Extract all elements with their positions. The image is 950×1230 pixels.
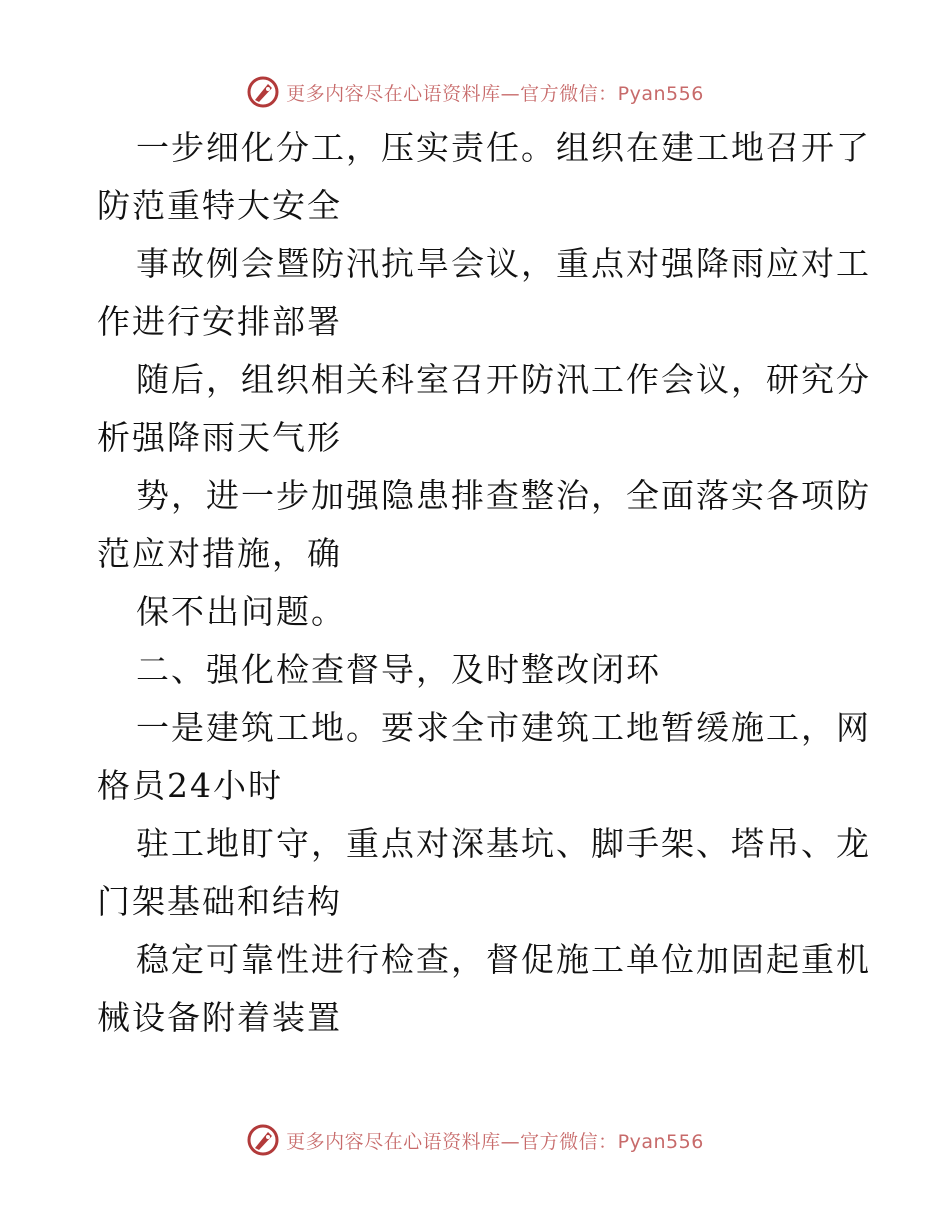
pen-nib-logo-icon	[246, 75, 280, 109]
body-line: 驻工地盯守，重点对深基坑、脚手架、塔吊、龙	[136, 824, 871, 863]
body-line: 势，进一步加强隐患排查整治，全面落实各项防	[136, 476, 871, 515]
footer-banner	[0, 1120, 950, 1160]
footer-banner-text: 更多内容尽在心语资料库—官方微信：Pyan556	[286, 1130, 704, 1153]
pen-nib-logo-icon	[246, 1123, 280, 1157]
body-line: 一是建筑工地。要求全市建筑工地暂缓施工，网	[136, 708, 871, 747]
body-line: 门架基础和结构	[97, 882, 342, 921]
body-line: 范应对措施，确	[97, 534, 342, 573]
body-line: 作进行安排部署	[97, 302, 342, 341]
body-line: 事故例会暨防汛抗旱会议，重点对强降雨应对工	[136, 244, 871, 283]
body-line: 保不出问题。	[136, 592, 346, 631]
body-line: 随后，组织相关科室召开防汛工作会议，研究分	[136, 360, 871, 399]
body-line: 格员24小时	[97, 766, 283, 805]
body-line: 析强降雨天气形	[97, 418, 342, 457]
body-line: 一步细化分工，压实责任。组织在建工地召开了	[136, 128, 871, 167]
body-line: 械设备附着装置	[97, 998, 342, 1037]
body-line: 稳定可靠性进行检查，督促施工单位加固起重机	[136, 940, 871, 979]
section-heading: 二、强化检查督导，及时整改闭环	[136, 650, 661, 689]
body-line: 防范重特大安全	[97, 186, 342, 225]
header-banner-text: 更多内容尽在心语资料库—官方微信：Pyan556	[286, 82, 704, 105]
header-banner	[0, 72, 950, 112]
